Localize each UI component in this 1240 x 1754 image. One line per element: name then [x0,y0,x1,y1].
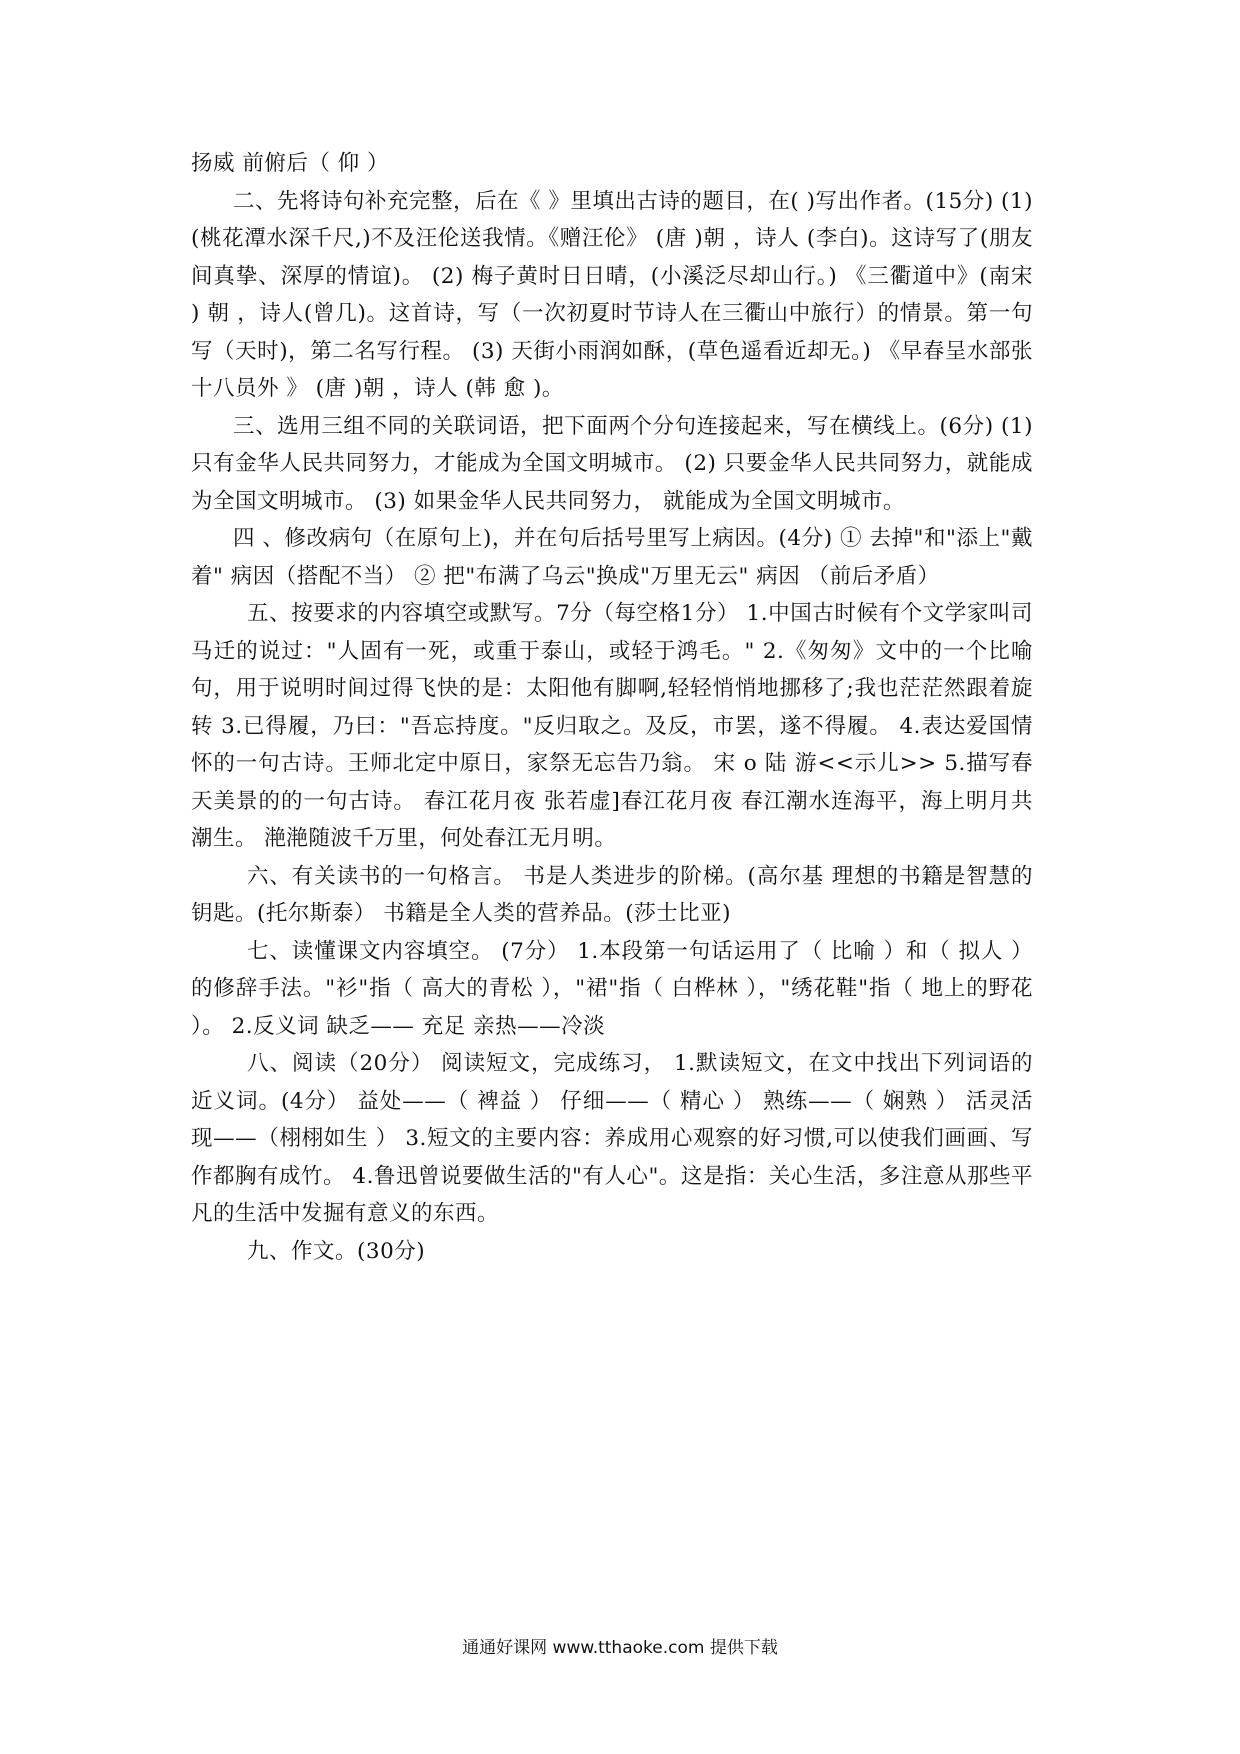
section-2-poems: 二、先将诗句补充完整，后在《 》里填出古诗的题目，在( )写出作者。(15分) (1) (桃花潭水深千尺,)不及汪伦送我情。《赠汪伦》 (唐 )朝 ，诗人 (李白)。这诗写了(朋友间真挚、深厚的情谊)。 (2) 梅子黄时日日晴，(小溪泛尽却山行。) 《三衢道中》(南宋 ) 朝 ，诗人(曾几)。这首诗，写（一次初夏时节诗人在三衢山中旅行）的情景。第一句写（天时)，第二名写行程。 (3) 天街小雨润如酥，(草色遥看近却无。) 《早春呈水部张十八员外 》 (唐 )朝 ，诗人 (韩 愈 )。 [191,188,1033,401]
section-5-fill-in: 五、按要求的内容填空或默写。7分（每空格1分） 1.中国古时候有个文学家叫司马迁的说过："人固有一死，或重于泰山，或轻于鸿毛。" 2.《匆匆》文中的一个比喻句，用于说明时间过得飞快的是：太阳他有脚啊,轻轻悄悄地挪移了;我也茫茫然跟着旋转 3.已得履，乃曰："吾忘持度。"反归取之。及反，市罢，遂不得履。 4.表达爱国情怀的一句古诗。王师北定中原日，家祭无忘告乃翁。 宋 o 陆 游<<示儿>> 5.描写春天美景的的一句古诗。 春江花月夜 张若虚]春江花月夜 春江潮水连海平，海上明月共潮生。 滟滟随波千万里，何处春江无月明。 [191,601,1033,851]
section-6-reading-quotes: 六、有关读书的一句格言。 书是人类进步的阶梯。(高尔基 理想的书籍是智慧的钥匙。(托尔斯泰） 书籍是全人类的营养品。(莎士比亚) [191,863,1033,926]
section-9-composition: 九、作文。(30分) [247,1238,426,1264]
answer-continuation: 扬威 前俯后（ 仰 ） [191,151,390,176]
document-body [191,145,1033,1270]
section-3-conjunctions: 三、选用三组不同的关联词语，把下面两个分句连接起来，写在横线上。(6分) (1) 只有金华人民共同努力，才能成为全国文明城市。 (2) 只要金华人民共同努力，就能成为全国文明城市。 (3) 如果金华人民共同努力， 就能成为全国文明城市。 [191,413,1033,514]
section-7-text-comprehension: 七、读懂课文内容填空。 (7分） 1.本段第一句话运用了（ 比喻 ）和（ 拟人 ）的修辞手法。"衫"指（ 高大的青松 ），"裙"指（ 白桦林 ），"绣花鞋"指（ 地上的野花 ）。 2.反义词 缺乏—— 充足 亲热——冷淡 [191,938,1033,1039]
section-8-reading: 八、阅读（20分） 阅读短文，完成练习， 1.默读短文，在文中找出下列词语的近义词。(4分） 益处——（ 裨益 ） 仔细——（ 精心 ） 熟练——（ 娴熟 ） 活灵活现——（栩栩如生 ） 3.短文的主要内容：养成用心观察的好习惯,可以使我们画画、写作都胸有成竹。 4.鲁迅曾说要做生活的"有人心"。这是指：关心生活，多注意从那些平凡的生活中发掘有意义的东西。 [191,1051,1033,1226]
page-footer: 通通好课网 www.tthaoke.com 提供下载 [462,1638,778,1658]
section-4-sentence-correction: 四 、修改病句（在原句上)，并在句后括号里写上病因。(4分) ① 去掉"和"添上"戴着" 病因（搭配不当） ② 把"布满了乌云"换成"万里无云" 病因 （前后矛盾） [191,526,1033,589]
